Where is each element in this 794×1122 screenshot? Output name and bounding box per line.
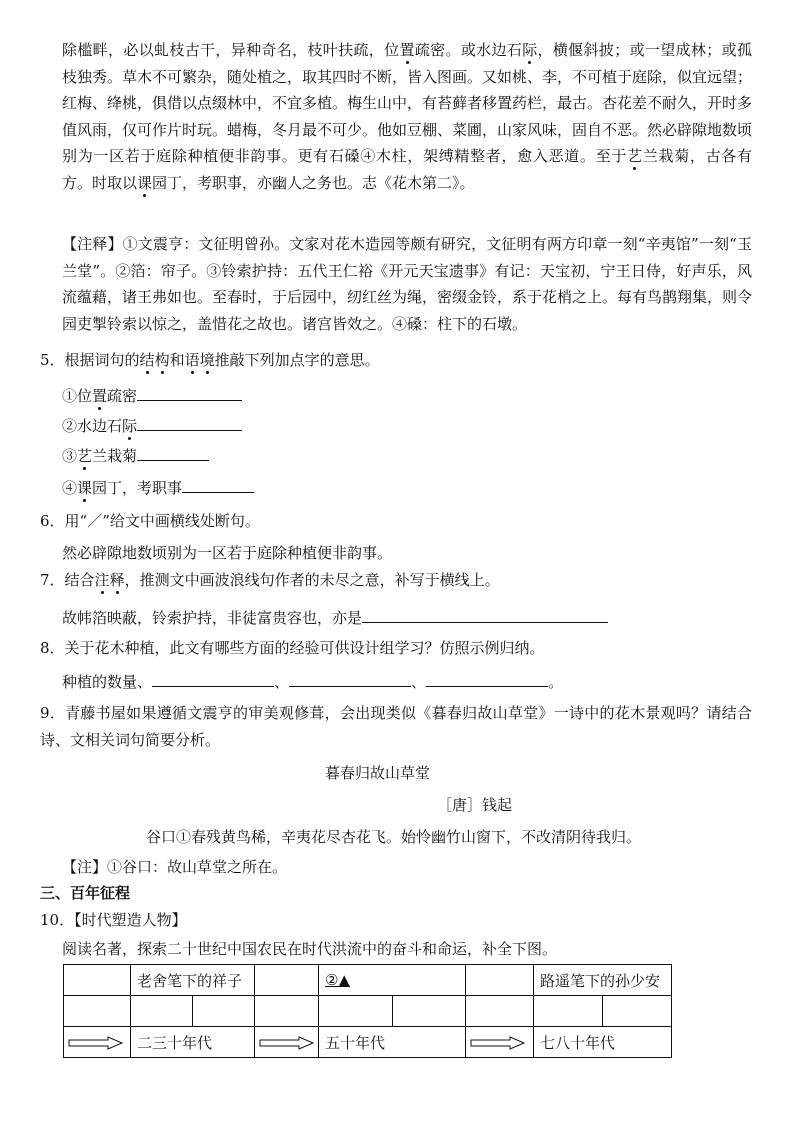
q6-stem: 6．用“／”给文中画横线处断句。 [40,512,260,530]
table-cell[interactable] [603,996,672,1027]
answer-blank[interactable] [362,606,608,623]
arrow-cell [466,1027,534,1058]
poem-title: 暮春归故山草堂 [325,764,431,782]
q8-line: 种植的数量、 、 、 。 [62,670,563,692]
q7-sentence: 故帏箔映蔽，铃索护持，非徒富贵容也，亦是 [62,609,363,627]
q5-stem: 5．根据词句的结构和语境推敲下列加点字的意思。 [40,351,380,369]
table-cell [466,965,534,996]
table-cell [64,965,131,996]
q8-stem: 8．关于花木种植，此文有哪些方面的经验可供设计组学习？仿照示例归纳。 [40,639,545,657]
era-label-2: 五十年代 [319,1027,466,1058]
answer-blank[interactable] [182,476,254,493]
q8-example: 种植的数量 [62,673,138,691]
q5-item-3: ③艺兰栽菊 [62,444,209,466]
q9-stem: 9．青藤书屋如果遵循文震亨的审美观修葺，会出现类似《暮春归故山草堂》一诗中的花木景观吗？请结合诗、文相关词句简要分析。 [40,704,752,749]
q5-item-1: ①位置疏密 [62,384,242,406]
era-label-1: 二三十年代 [131,1027,255,1058]
arrow-icon [259,1036,315,1050]
table-cell [255,996,319,1027]
col-header-blank[interactable]: ②▲ [319,965,466,996]
arrow-icon [68,1036,124,1050]
table-cell [466,996,534,1027]
q10-title: 10．【时代塑造人物】 [40,911,187,929]
answer-blank[interactable] [137,414,242,431]
q5-item-4: ④课园丁，考职事 [62,476,254,498]
arrow-cell [64,1027,131,1058]
table-cell [255,965,319,996]
q10-stem: 阅读名著，探索二十世纪中国农民在时代洪流中的奋斗和命运，补全下图。 [62,940,558,958]
passage-paragraph: 除槛畔，必以虬枝古干，异种奇名，枝叶扶疏，位置疏密。或水边石际，横偃斜披；或一望成林；或孤枝独秀。草木不可繁杂，随处植之，取其四时不断，皆入图画。又如桃、李，不可植于庭除，似宜远望；红梅、绛桃，俱借以点缀林中，不宜多植。梅生山中，有苔藓者移置药栏，最古。杏花差不耐久，开时多值风雨，仅可作片时玩。蜡梅，冬月最不可少。他如豆棚、菜圃，山家风味，固自不恶。然必辟隙地数顷别为一区若于庭除种植便非韵事。更有石磉④木柱，架缚精整者，愈入恶道。至于艺兰栽菊，古各有方。时取以课园丁，考职事，亦幽人之务也。志《花木第二》。 [62,41,753,192]
arrow-icon [470,1036,526,1050]
q5-item-2: ②水边石际 [62,414,242,436]
answer-blank[interactable] [426,670,548,687]
table-cell[interactable] [131,996,193,1027]
poem-text: 谷口①春残黄鸟稀，辛夷花尽杏花飞。始怜幽竹山窗下，不改清阴待我归。 [146,828,642,846]
poem-note: 【注】①谷口：故山草堂之所在。 [62,858,288,876]
col-header-sunshaoan: 路遥笔下的孙少安 [534,965,672,996]
table-cell[interactable] [534,996,603,1027]
passage-notes: 【注释】①文震亨：文征明曾孙。文家对花木造园等颇有研究，文征明有两方印章一刻“辛夷馆”一刻“玉兰堂”。②箔：帘子。③铃索护持：五代王仁裕《开元天宝遗事》有记：天宝初，宁王日侍，好声乐，风流蕴藉，诸王弗如也。至春时，于后园中，纫红丝为绳，密缀金铃，系于花梢之上。每有鸟鹊翔集，则令园吏掣铃索以惊之，盖惜花之故也。诸宫皆效之。④磉：柱下的石墩。 [62,235,753,333]
era-label-3: 七八十年代 [534,1027,672,1058]
table-cell [64,996,131,1027]
table-cell[interactable] [193,996,255,1027]
poem-author: ［唐］钱起 [437,796,513,814]
q7-line [62,606,608,628]
answer-blank[interactable] [289,670,411,687]
table-cell[interactable] [319,996,393,1027]
answer-blank[interactable] [137,384,242,401]
q6-sentence: 然必辟隙地数顷别为一区若于庭除种植便非韵事。 [62,544,393,562]
section-title: 三、百年征程 [40,884,131,902]
table-cell[interactable] [393,996,466,1027]
answer-blank[interactable] [137,444,209,461]
timeline-table [63,964,672,1058]
arrow-cell [255,1027,319,1058]
q7-stem: 7．结合注释，推测文中画波浪线句作者的未尽之意，补写于横线上。 [40,571,500,589]
col-header-xiangzi: 老舍笔下的祥子 [131,965,255,996]
answer-blank[interactable] [152,670,274,687]
